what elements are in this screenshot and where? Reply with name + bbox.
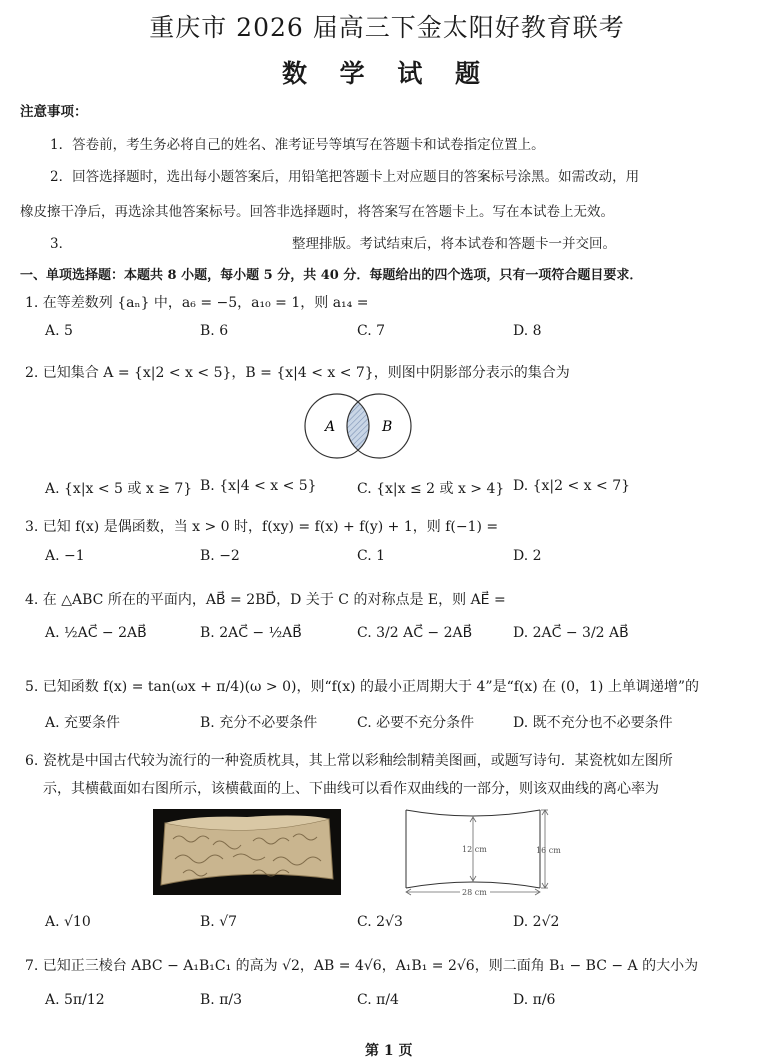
q5-option-d: D. 既不充分也不必要条件 [513, 715, 673, 731]
page-number: 第 1 页 [365, 1043, 413, 1059]
q3-option-b: B. −2 [200, 548, 240, 564]
q3-stem: 3. 已知 f(x) 是偶函数，当 x > 0 时，f(xy) = f(x) + f(y) + 1，则 f(−1) = [25, 519, 499, 535]
q4-option-b: B. 2AC⃗ − ½AB⃗ [200, 625, 302, 641]
q2-option-a: A. {x|x < 5 或 x ≥ 7} [45, 481, 193, 497]
venn-label-b: B [382, 419, 393, 435]
subject-title: 数 学 试 题 [281, 59, 493, 88]
q3-option-d: D. 2 [513, 548, 542, 564]
notice-item-2b: 橡皮擦干净后，再选涂其他答案标号。回答非选择题时，将答案写在答题卡上。写在本试卷上无效。 [20, 204, 614, 220]
notice-item-1: 1．答卷前，考生务必将自己的姓名、准考证号等填写在答题卡和试卷指定位置上。 [50, 137, 545, 153]
cross-section-diagram [398, 806, 568, 898]
q7-option-d: D. π/6 [513, 992, 556, 1008]
q5-option-b: B. 充分不必要条件 [200, 715, 318, 731]
q5-option-a: A. 充要条件 [45, 715, 121, 731]
q1-option-c: C. 7 [357, 323, 386, 339]
q2-option-c: C. {x|x ≤ 2 或 x > 4} [357, 481, 505, 497]
q1-option-d: D. 8 [513, 323, 542, 339]
notice-item-3a: 3． [50, 236, 73, 252]
q5-stem: 5. 已知函数 f(x) = tan(ωx + π/4)(ω > 0)，则“f(x) 的最小正周期大于 4”是“f(x) 在 (0，1) 上单调递增”的 [25, 679, 699, 695]
section-heading: 一、单项选择题：本题共 8 小题，每小题 5 分，共 40 分．每题给出的四个选项，只有一项符合题目要求． [20, 268, 643, 283]
q7-option-c: C. π/4 [357, 992, 399, 1008]
q1-stem: 1. 在等差数列 {aₙ} 中，a₆ = −5，a₁₀ = 1，则 a₁₄ = [25, 295, 369, 311]
q1-option-a: A. 5 [45, 323, 73, 339]
q7-option-a: A. 5π/12 [45, 992, 105, 1008]
q6-option-b: B. √7 [200, 914, 238, 930]
q4-option-a: A. ½AC⃗ − 2AB⃗ [45, 625, 147, 641]
q6-stem-line2: 示，其横截面如右图所示，该横截面的上、下曲线可以看作双曲线的一部分，则该双曲线的离心率为 [43, 781, 659, 797]
upper-curve [406, 810, 540, 816]
venn-label-a: A [325, 419, 336, 435]
q7-stem: 7. 已知正三棱台 ABC − A₁B₁C₁ 的高为 √2，AB = 4√6，A₁B₁ = 2√6，则二面角 B₁ − BC − A 的大小为 [25, 958, 699, 974]
q2-option-b: B. {x|4 < x < 5} [200, 478, 317, 494]
venn-diagram [300, 390, 418, 462]
q6-stem-line1: 6. 瓷枕是中国古代较为流行的一种瓷质枕具，其上常以彩釉绘制精美图画，或题写诗句．某瓷枕如左图所 [25, 753, 673, 769]
inner-dimension-label: 12 cm [462, 845, 487, 854]
q3-option-a: A. −1 [45, 548, 85, 564]
notice-item-3b: 整理排版。考试结束后，将本试卷和答题卡一并交回。 [292, 236, 616, 252]
q4-option-c: C. 3/2 AC⃗ − 2AB⃗ [357, 625, 473, 641]
width-dimension-label: 28 cm [462, 888, 487, 897]
q2-option-d: D. {x|2 < x < 7} [513, 478, 631, 494]
notice-item-2a: 2．回答选择题时，选出每小题答案后，用铅笔把答题卡上对应题目的答案标号涂黑。如需改动，用 [50, 169, 640, 185]
q4-option-d: D. 2AC⃗ − 3/2 AB⃗ [513, 625, 629, 641]
q6-option-a: A. √10 [45, 914, 91, 930]
q5-option-c: C. 必要不充分条件 [357, 715, 475, 731]
notice-heading: 注意事项： [20, 104, 88, 120]
q1-option-b: B. 6 [200, 323, 229, 339]
q6-option-c: C. 2√3 [357, 914, 403, 930]
outer-dimension-label: 16 cm [536, 846, 561, 855]
q3-option-c: C. 1 [357, 548, 386, 564]
exam-title: 重庆市 2026 届高三下金太阳好教育联考 [149, 13, 625, 42]
q7-option-b: B. π/3 [200, 992, 243, 1008]
q2-stem: 2. 已知集合 A = {x|2 < x < 5}，B = {x|4 < x < 7}，则图中阴影部分表示的集合为 [25, 365, 570, 381]
q4-stem: 4. 在 △ABC 所在的平面内，AB⃗ = 2BD⃗，D 关于 C 的对称点是 E，则 AE⃗ = [25, 592, 506, 608]
porcelain-pillow-photo [153, 809, 341, 895]
q6-option-d: D. 2√2 [513, 914, 560, 930]
